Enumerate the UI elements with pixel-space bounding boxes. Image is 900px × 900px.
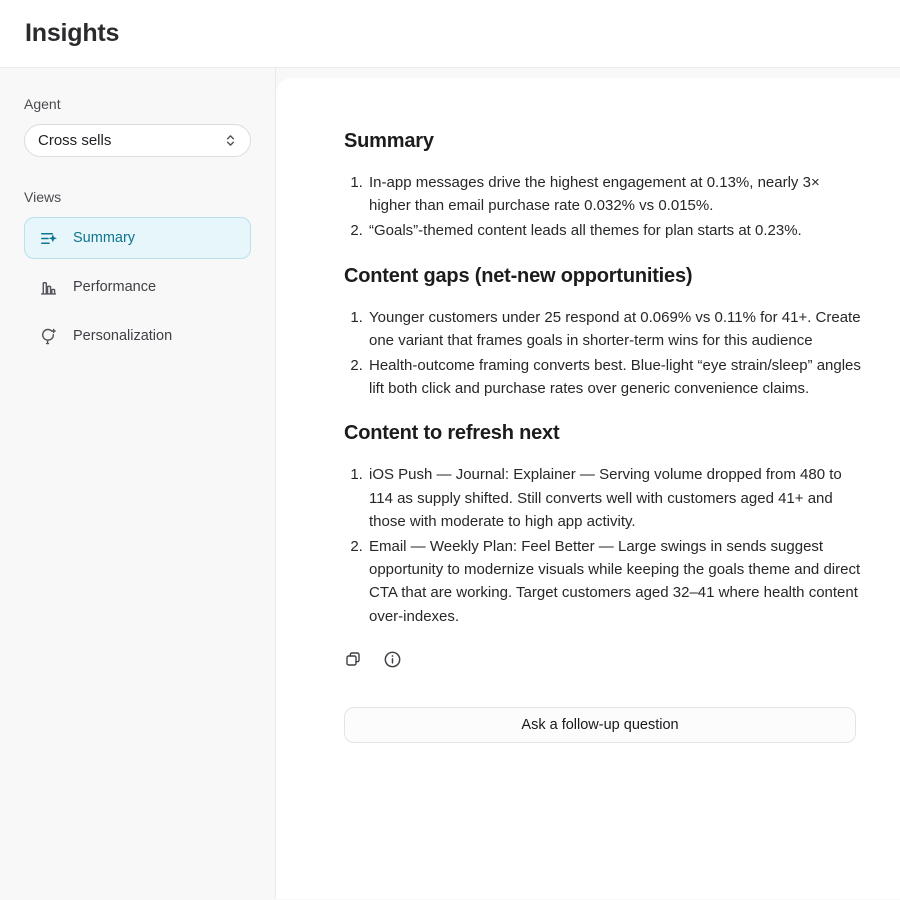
list-item: 2. Health-outcome framing converts best. Blue-light “eye strain/sleep” angles lift both click and purchase rates over generic convenience claims. bbox=[367, 354, 862, 400]
list-item: 2. Email — Weekly Plan: Feel Better — Large swings in sends suggest opportunity to modernize visuals while keeping the goals theme and direct CTA that are working. Target customers aged 32–41 where health content over-indexes. bbox=[367, 535, 862, 628]
sidebar-item-label: Performance bbox=[73, 279, 157, 295]
bar-chart-icon bbox=[39, 278, 58, 297]
info-icon bbox=[383, 650, 402, 669]
sidebar-item-performance[interactable] bbox=[24, 266, 251, 308]
refresh-next-list bbox=[344, 463, 862, 627]
copy-icon bbox=[344, 650, 362, 668]
sidebar-item-label: Summary bbox=[73, 230, 136, 246]
section-heading-refresh-next: Content to refresh next bbox=[344, 422, 560, 445]
list-item: 2. “Goals”-themed content leads all themes for plan starts at 0.23%. bbox=[367, 219, 862, 242]
views-nav bbox=[24, 217, 251, 357]
list-item: 1. Younger customers under 25 respond at 0.069% vs 0.11% for 41+. Create one variant that frames goals in shorter-term wins for this audience bbox=[367, 306, 862, 352]
insights-card bbox=[276, 78, 900, 899]
summarize-icon bbox=[39, 229, 58, 248]
ask-follow-up-button[interactable]: Ask a follow-up question bbox=[344, 707, 856, 743]
sidebar-item-label: Personalization bbox=[73, 328, 173, 344]
views-label: Views bbox=[24, 189, 62, 205]
sidebar bbox=[0, 68, 276, 899]
agent-label: Agent bbox=[24, 96, 61, 112]
agent-select[interactable] bbox=[24, 124, 251, 157]
agent-select-value: Cross sells bbox=[38, 132, 112, 149]
chevron-up-down-icon bbox=[223, 133, 238, 148]
section-heading-content-gaps: Content gaps (net-new opportunities) bbox=[344, 264, 693, 287]
insights-content bbox=[344, 130, 862, 743]
layout bbox=[0, 68, 900, 899]
list-item: 1. iOS Push — Journal: Explainer — Serving volume dropped from 480 to 114 as supply shifted. Still converts well with customers aged 41+ and those with moderate to high app activity. bbox=[367, 463, 862, 533]
page-title: Insights bbox=[25, 19, 120, 47]
actions-row bbox=[344, 650, 862, 669]
sidebar-item-personalization[interactable] bbox=[24, 315, 251, 357]
content-gaps-list bbox=[344, 306, 862, 401]
sidebar-item-summary[interactable] bbox=[24, 217, 251, 259]
summary-list bbox=[344, 171, 862, 243]
personalization-icon bbox=[39, 327, 58, 346]
main-area bbox=[276, 68, 900, 899]
app-header bbox=[0, 0, 900, 68]
info-button[interactable] bbox=[383, 650, 402, 669]
list-item: 1. In-app messages drive the highest engagement at 0.13%, nearly 3× higher than email purchase rate 0.032% vs 0.015%. bbox=[367, 171, 862, 217]
section-heading-summary: Summary bbox=[344, 130, 434, 152]
copy-button[interactable] bbox=[344, 650, 362, 668]
